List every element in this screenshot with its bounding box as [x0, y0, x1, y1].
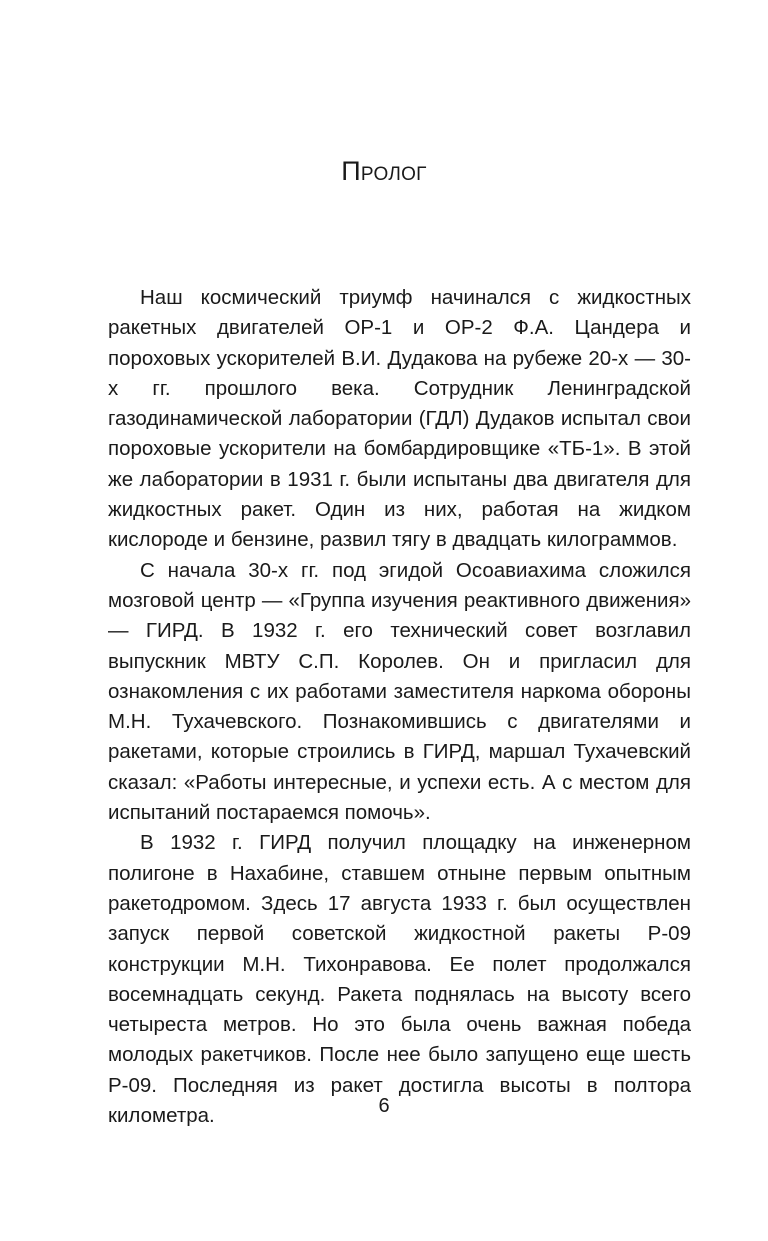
paragraph-2: С начала 30-х гг. под эгидой Осоавиахима сложился мозговой центр — «Группа изучения реактивного движения» — ГИРД. В 1932 г. его технический совет возглавил выпускник МВТУ С.П. Королев. Он и пригласил для ознакомления с их работами заместителя наркома обороны М.Н. Тухачевского. Познакомившись с двигателями и ракетами, которые строились в ГИРД, маршал Тухачевский сказал: «Работы интересные, и успехи есть. А с местом для испытаний постараемся помочь». — [108, 558, 691, 825]
body-text — [108, 283, 691, 1131]
page-number: 6 — [378, 1095, 390, 1117]
paragraph-3: В 1932 г. ГИРД получил площадку на инженерном полигоне в Нахабине, ставшем отныне первым опытным ракетодромом. Здесь 17 августа 1933 г. был осуществлен запуск первой советской жидкостной ракеты Р-09 конструкции М.Н. Тихонравова. Ее полет продолжался восемнадцать секунд. Ракета поднялась на высоту всего четыреста метров. Но это была очень важная победа молодых ракетчиков. После нее было запущено еще шесть Р-09. Последняя из ракет достигла высоты в полтора километра. — [108, 831, 691, 1128]
paragraph-1: Наш космический триумф начинался с жидкостных ракетных двигателей ОР-1 и ОР-2 Ф.А. Цандера и пороховых ускорителей В.И. Дудакова на рубеже 20-х — 30-х гг. прошлого века. Сотрудник Ленинградской газодинамической лаборатории (ГДЛ) Дудаков испытал свои пороховые ускорители на бомбардировщике «ТБ-1». В этой же лаборатории в 1931 г. были испытаны два двигателя для жидкостных ракет. Один из них, работая на жидком кислороде и бензине, развил тягу в двадцать килограммов. — [108, 286, 691, 552]
chapter-title: Пролог — [341, 156, 427, 186]
